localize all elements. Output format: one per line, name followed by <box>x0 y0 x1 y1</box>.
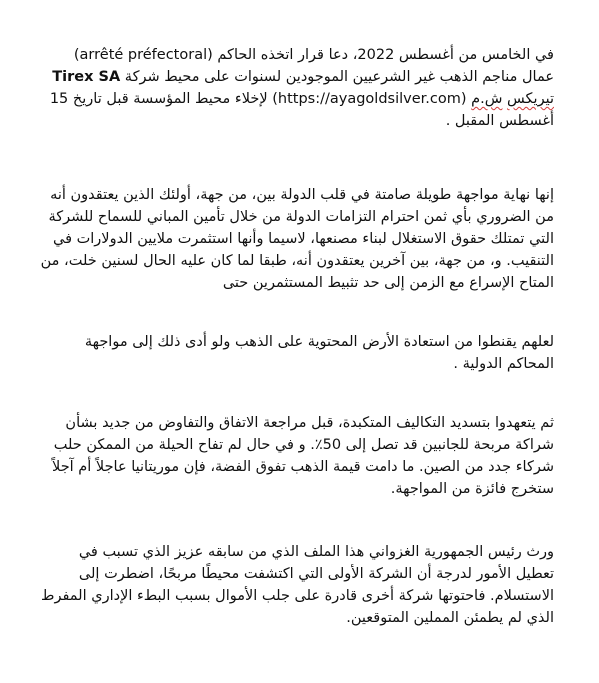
paragraph <box>40 44 554 132</box>
misspelled-word: تيريكس <box>507 91 554 107</box>
text-run: ورث رئيس الجمهورية الغزواني هذا الملف الذي من سابقه عزيز الذي تسبب في تعطيل الأمور لدرجة أن الشركة الأولى التي اكتشفت محيطًا مربحًا، اضطرت إلى الاستسلام. فاحتوتها شركة أخرى قادرة على جلب الأموال بسبب البطء الإداري المفرط الذي لم يطمئن المملين المتوقعين. <box>41 544 554 626</box>
paragraph <box>40 541 554 629</box>
text-run: إنها نهاية مواجهة طويلة صامتة في قلب الدولة بين، من جهة، أولئك الذين يعتقدون أنه من الضروري بأي ثمن احترام التزامات الدولة من خلال تأمين المباني للسماح للشركة التي تمتلك حقوق الاستغلال لبناء مصنعها، لاسيما وأنها استثمرت ملايين الدولارات في التنقيب. و، من جهة، بين آخرين يعتقدون أنه، طبقا لما كان عليه الحال لسنين خلت، من المتاح الإسراع مع الزمن إلى حد تثبيط المستثمرين حتى <box>40 187 554 291</box>
misspelled-word: ش.م <box>471 91 503 107</box>
text-run: ثم يتعهدوا بتسديد التكاليف المتكبدة، قبل مراجعة الاتفاق والتفاوض من جديد بشأن شراكة مربحة للجانبين قد تصل إلى 50٪. و في حال لم تفاح الحيلة من الممكن حلب شركاء جدد من الصين. ما دامت قيمة الذهب تفوق الفضة، فإن موريتانيا عاجلاً أم آجلاً ستخرج فائزة من المواجهة. <box>52 415 554 497</box>
bold-text: Tirex SA <box>52 69 121 85</box>
paragraph <box>40 412 554 500</box>
text-run: لعلهم يقنطوا من استعادة الأرض المحتوية على الذهب ولو أدى ذلك إلى مواجهة المحاكم الدولية . <box>84 334 554 372</box>
paragraph <box>40 331 554 375</box>
paragraph <box>40 184 554 294</box>
text-run: في الخامس من أغسطس 2022، دعا قرار اتخذه الحاكم (arrêté préfectoral) عمال مناجم الذهب غير الشرعيين الموجودين لسنوات على محيط شركة <box>73 47 554 85</box>
text-run: (https://ayagoldsilver.com) لإخلاء محيط المؤسسة قبل تاريخ 15 أغسطس المقبل . <box>49 91 554 129</box>
